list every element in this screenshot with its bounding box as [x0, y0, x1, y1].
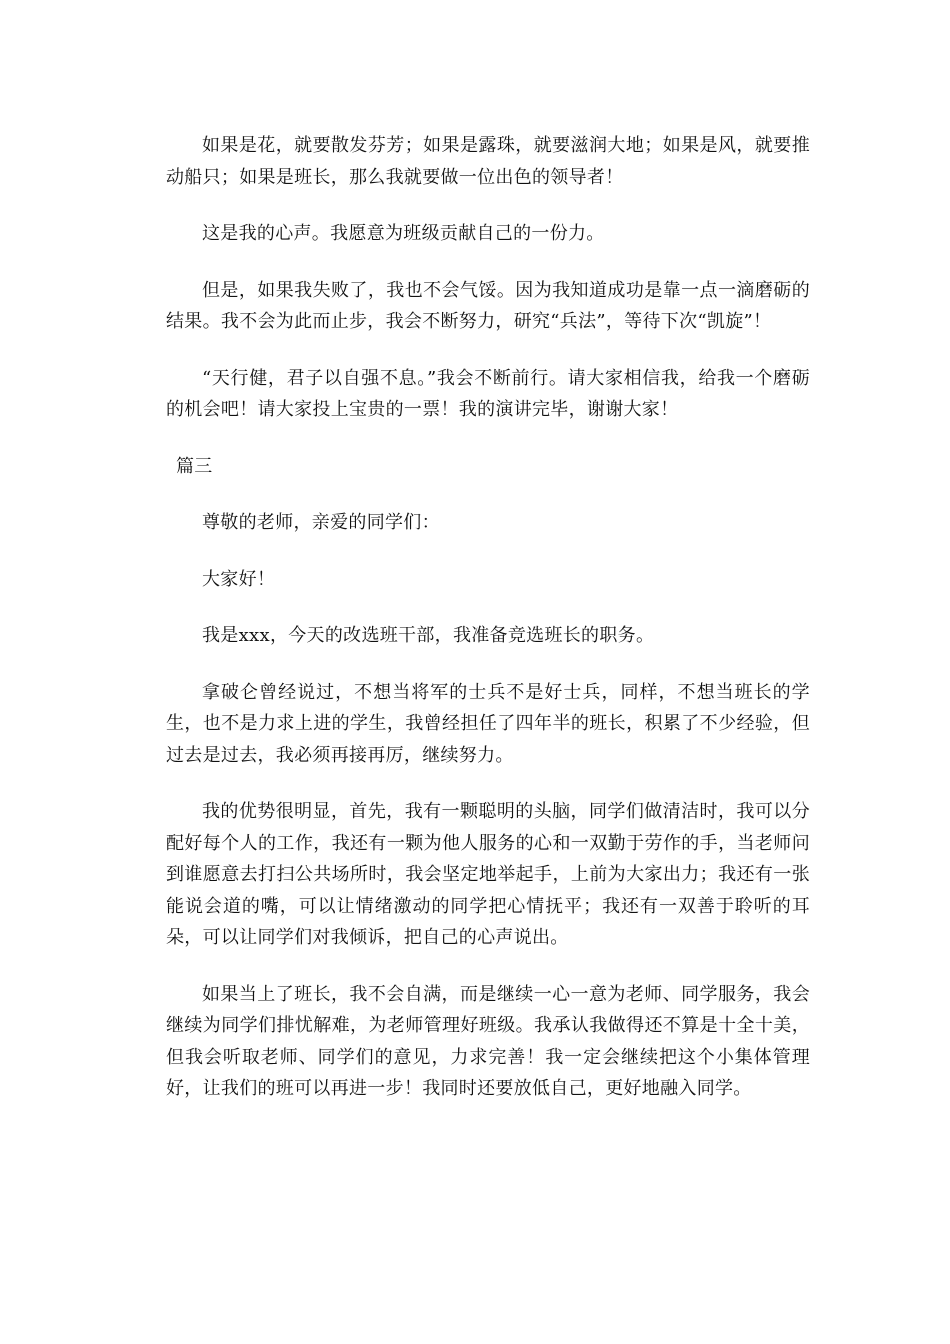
paragraph: 我的优势很明显，首先，我有一颗聪明的头脑，同学们做清洁时，我可以分配好每个人的工作，我还有一颗为他人服务的心和一双勤于劳作的手，当老师问到谁愿意去打扫公共场所时，我会坚定地举起手，上前为大家出力；我还有一张能说会道的嘴，可以让情绪激动的同学把心情抚平；我还有一双善于聆听的耳朵，可以让同学们对我倾诉，把自己的心声说出。: [166, 801, 810, 948]
paragraph: 如果是花，就要散发芬芳；如果是露珠，就要滋润大地；如果是风，就要推动船只；如果是班长，那么我就要做一位出色的领导者！: [166, 135, 810, 188]
paragraph: 如果当上了班长，我不会自满，而是继续一心一意为老师、同学服务，我会继续为同学们排忧解难，为老师管理好班级。我承认我做得还不算是十全十美，但我会听取老师、同学们的意见，力求完善！我一定会继续把这个小集体管理好，让我们的班可以再进一步！我同时还要放低自己，更好地融入同学。: [166, 983, 810, 1099]
paragraph: 这是我的心声。我愿意为班级贡献自己的一份力。: [202, 223, 605, 244]
salutation: 尊敬的老师，亲爱的同学们：: [202, 512, 440, 533]
paragraph: 拿破仑曾经说过，不想当将军的士兵不是好士兵，同样，不想当班长的学生，也不是力求上进的学生，我曾经担任了四年半的班长，积累了不少经验，但过去是过去，我必须再接再厉，继续努力。: [166, 681, 810, 766]
document-body: [166, 130, 810, 1130]
paragraph: 但是，如果我失败了，我也不会气馁。因为我知道成功是靠一点一滴磨砺的结果。我不会为此而止步，我会不断努力，研究“兵法”，等待下次“凯旋”！: [166, 279, 810, 332]
paragraph: “天行健，君子以自强不息。”我会不断前行。请大家相信我，给我一个磨砺的机会吧！请大家投上宝贵的一票！我的演讲完毕，谢谢大家！: [166, 367, 810, 420]
paragraph: 我是xxx，今天的改选班干部，我准备竞选班长的职务。: [202, 625, 655, 646]
greeting: 大家好！: [202, 568, 276, 590]
section-heading: 篇三: [176, 455, 213, 477]
